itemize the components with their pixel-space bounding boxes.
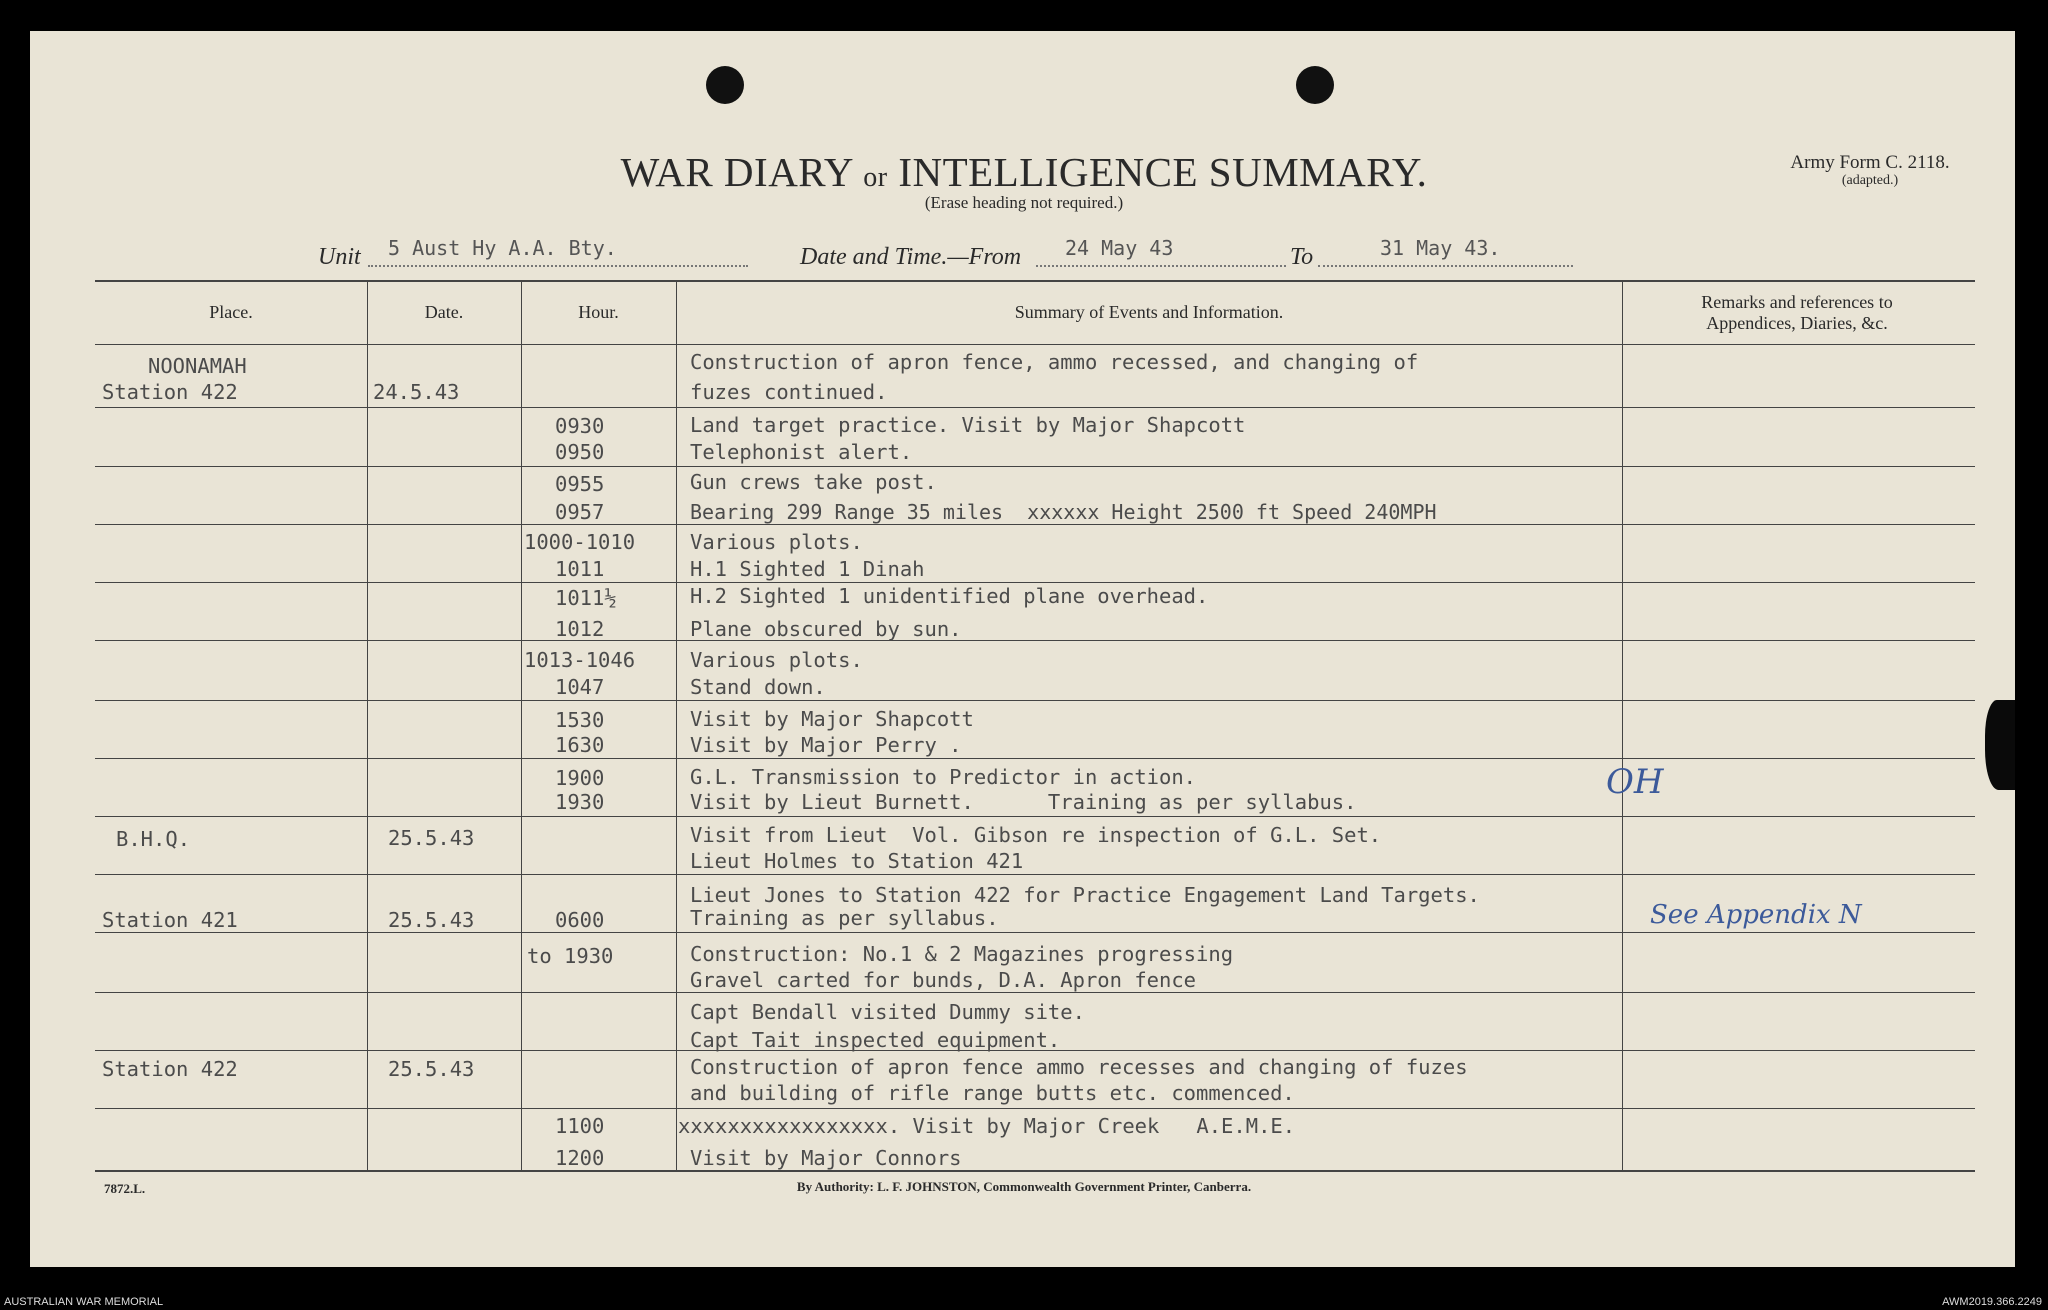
summary-cell: Visit by Major Shapcott	[690, 707, 974, 731]
hour-cell: 1013-1046	[524, 648, 636, 672]
hour-cell: 1200	[555, 1146, 605, 1170]
place-cell: Station 422	[102, 1057, 238, 1081]
hour-cell: to 1930	[527, 944, 614, 968]
date-to-value: 31 May 43.	[1380, 236, 1501, 260]
row-rule	[95, 992, 1975, 993]
summary-cell: Lieut Jones to Station 422 for Practice Engagement Land Targets.	[690, 883, 1480, 907]
column-header-summary: Summary of Events and Information.	[1014, 302, 1284, 322]
summary-cell: Stand down.	[690, 675, 826, 699]
title-part2: INTELLIGENCE SUMMARY.	[898, 149, 1428, 195]
summary-cell: Visit by Lieut Burnett. Training as per syllabus.	[690, 790, 1357, 814]
handwritten-initials: OH	[1606, 762, 1664, 802]
summary-cell: Construction of apron fence ammo recesses and changing of fuzes	[690, 1055, 1468, 1079]
summary-cell: Visit by Major Connors	[690, 1146, 962, 1170]
row-rule	[95, 466, 1975, 467]
unit-dotted-line	[368, 265, 748, 267]
date-from-value: 24 May 43	[1065, 236, 1174, 260]
row-rule	[95, 524, 1975, 525]
row-rule	[95, 1108, 1975, 1109]
date-cell: 25.5.43	[388, 826, 475, 850]
unit-value: 5 Aust Hy A.A. Bty.	[388, 236, 617, 260]
column-header-place: Place.	[209, 302, 253, 322]
row-rule	[95, 582, 1975, 583]
column-header-remarks	[1622, 292, 1972, 334]
place-cell: B.H.Q.	[116, 827, 191, 851]
summary-cell: Land target practice. Visit by Major Shapcott	[690, 413, 1246, 437]
summary-cell: H.2 Sighted 1 unidentified plane overhead.	[690, 584, 1209, 608]
hour-cell: 1630	[555, 733, 605, 757]
hour-cell: 0950	[555, 440, 605, 464]
hour-cell: 1012	[555, 617, 605, 641]
hour-cell: 1100	[555, 1114, 605, 1138]
paper-tear	[1985, 700, 2015, 790]
summary-cell: Construction: No.1 & 2 Magazines progressing	[690, 942, 1234, 966]
punch-hole	[706, 66, 744, 104]
title-or: or	[863, 162, 888, 193]
hour-cell: 1900	[555, 766, 605, 790]
summary-cell: Training as per syllabus.	[690, 906, 999, 930]
summary-cell: and building of rifle range butts etc. commenced.	[690, 1081, 1295, 1105]
archive-reference: AWM2019.366.2249	[1942, 1296, 2042, 1308]
printer-authority: By Authority: L. F. JOHNSTON, Commonwealth Government Printer, Canberra.	[796, 1179, 1252, 1194]
army-form-number: Army Form C. 2118.	[1790, 152, 1950, 173]
column-divider	[1622, 281, 1623, 1171]
summary-cell: Various plots.	[690, 648, 863, 672]
form-print-number: 7872.L.	[104, 1181, 146, 1196]
date-cell: 25.5.43	[388, 908, 475, 932]
summary-cell: Capt Tait inspected equipment.	[690, 1028, 1061, 1052]
row-rule	[95, 407, 1975, 408]
hour-cell: 0930	[555, 414, 605, 438]
army-form-adapted: (adapted.)	[1841, 173, 1899, 188]
hour-cell: 1011½	[555, 586, 617, 610]
summary-cell: Visit by Major Perry .	[690, 733, 962, 757]
header-rule	[95, 344, 1975, 345]
summary-cell: Bearing 299 Range 35 miles xxxxxx Height 2500 ft Speed 240MPH	[690, 500, 1437, 524]
hour-cell: 0955	[555, 472, 605, 496]
army-form-label	[1745, 154, 1995, 190]
title-part1: WAR DIARY	[620, 149, 853, 195]
hour-cell: 1011	[555, 557, 605, 581]
column-divider	[521, 281, 522, 1171]
table-bottom-rule	[95, 1170, 1975, 1172]
handwritten-appendix-note: See Appendix N	[1650, 900, 1862, 930]
table-top-rule	[95, 280, 1975, 282]
row-rule	[95, 640, 1975, 641]
summary-cell: Visit from Lieut Vol. Gibson re inspection of G.L. Set.	[690, 823, 1382, 847]
unit-label: Unit	[318, 244, 361, 270]
row-rule	[95, 874, 1975, 875]
summary-cell: Gun crews take post.	[690, 470, 937, 494]
place-cell: Station 422	[102, 380, 238, 404]
date-cell: 25.5.43	[388, 1057, 475, 1081]
place-cell: NOONAMAH	[148, 354, 247, 378]
row-rule	[95, 700, 1975, 701]
hour-cell: 0957	[555, 500, 605, 524]
remarks-header-line1: Remarks and references to	[1701, 292, 1893, 312]
hour-cell: 1000-1010	[524, 530, 636, 554]
summary-cell: Construction of apron fence, ammo recessed, and changing of	[690, 350, 1419, 374]
column-header-hour: Hour.	[578, 302, 619, 322]
row-rule	[95, 816, 1975, 817]
summary-cell: Capt Bendall visited Dummy site.	[690, 1000, 1085, 1024]
hour-cell: 1047	[555, 675, 605, 699]
form-subtitle: (Erase heading not required.)	[924, 193, 1124, 212]
hour-cell: 0600	[555, 908, 605, 932]
column-header-date: Date.	[424, 302, 464, 322]
summary-cell: G.L. Transmission to Predictor in action.	[690, 765, 1197, 789]
summary-cell: Plane obscured by sun.	[690, 617, 962, 641]
date-label: Date and Time.—From	[800, 244, 1022, 270]
summary-cell: fuzes continued.	[690, 380, 888, 404]
date-from-dotted-line	[1036, 265, 1286, 267]
date-to-dotted-line	[1318, 265, 1573, 267]
hour-cell: 1530	[555, 708, 605, 732]
summary-cell: Various plots.	[690, 530, 863, 554]
remarks-header-line2: Appendices, Diaries, &c.	[1706, 313, 1888, 333]
summary-cell: H.1 Sighted 1 Dinah	[690, 557, 925, 581]
to-label: To	[1290, 244, 1314, 270]
row-rule	[95, 932, 1975, 933]
summary-cell: Telephonist alert.	[690, 440, 913, 464]
column-divider	[367, 281, 368, 1171]
date-cell: 24.5.43	[373, 380, 460, 404]
form-title	[0, 148, 2048, 196]
summary-cell: xxxxxxxxxxxxxxxxx. Visit by Major Creek A.E.M.E.	[678, 1114, 1296, 1138]
archive-credit: AUSTRALIAN WAR MEMORIAL	[4, 1296, 164, 1308]
summary-cell: Lieut Holmes to Station 421	[690, 849, 1024, 873]
punch-hole	[1296, 66, 1334, 104]
column-divider	[676, 281, 677, 1171]
summary-cell: Gravel carted for bunds, D.A. Apron fence	[690, 968, 1197, 992]
row-rule	[95, 758, 1975, 759]
hour-cell: 1930	[555, 790, 605, 814]
place-cell: Station 421	[102, 908, 238, 932]
